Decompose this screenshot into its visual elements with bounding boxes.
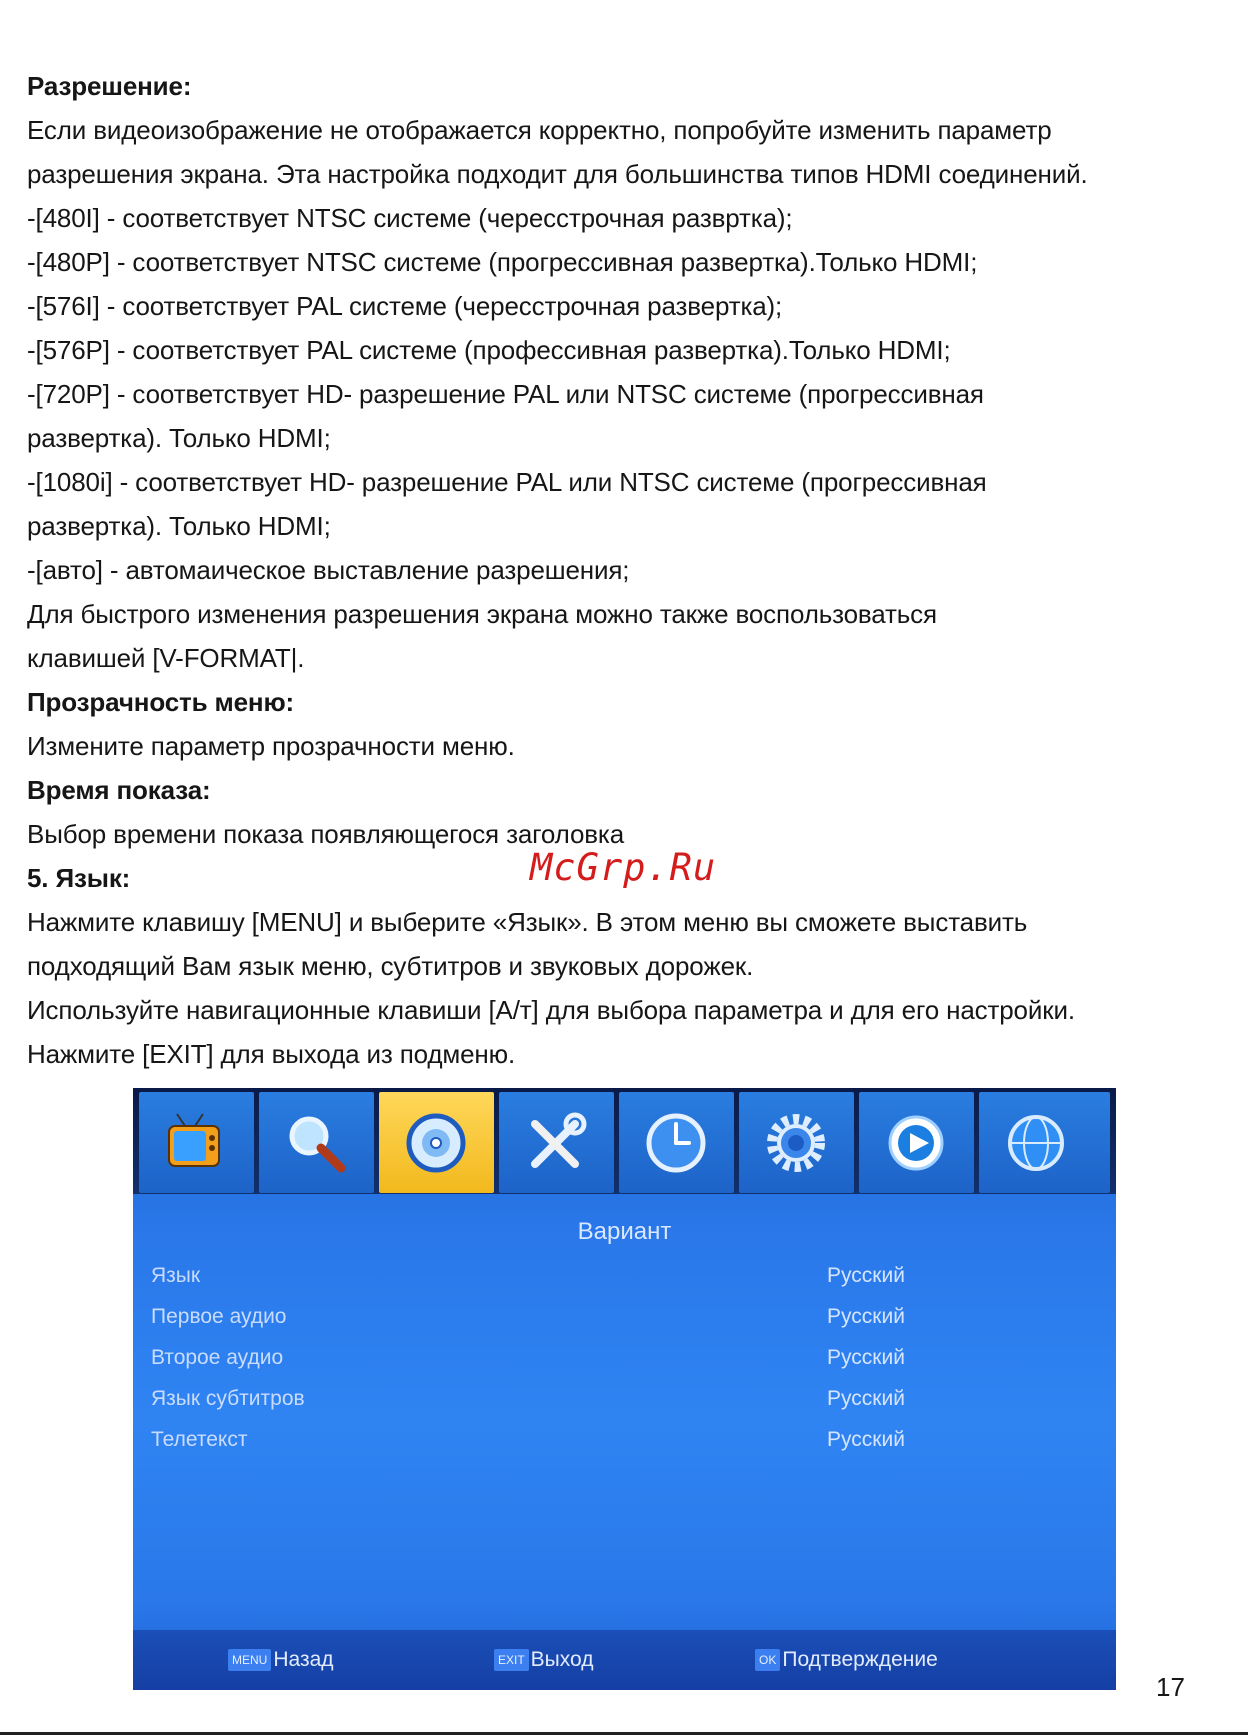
document-body [27, 64, 1242, 1076]
exit-key-badge: EXIT [494, 1649, 529, 1671]
option-label: Язык [151, 1264, 201, 1287]
menu-title: Вариант [577, 1218, 672, 1245]
option-row-second-audio[interactable] [151, 1346, 1091, 1384]
body-text-line: развертка). Только HDMI; [27, 511, 331, 541]
section-heading: Разрешение: [27, 71, 192, 101]
section-heading: 5. Язык: [27, 863, 131, 893]
option-label: Первое аудио [151, 1305, 287, 1328]
body-text-line: Нажмите [EXIT] для выхода из подменю. [27, 1039, 516, 1069]
watermark: McGrp.Ru [530, 846, 717, 889]
tab-option[interactable] [379, 1092, 494, 1193]
body-text-line: -[720P] - соответствует HD- разрешение PAL или NTSC системе (прогрессивная [27, 379, 984, 409]
body-text-line: Если видеоизображение не отображается корректно, попробуйте изменить параметр [27, 115, 1052, 145]
body-text-line: разрешения экрана. Эта настройка подходит для большинства типов HDMI соединений. [27, 159, 1088, 189]
tab-tv[interactable] [139, 1092, 254, 1193]
option-row-first-audio[interactable] [151, 1305, 1091, 1343]
option-row-subtitle-language[interactable] [151, 1387, 1091, 1425]
menu-tab-bar [133, 1088, 1116, 1194]
tab-settings[interactable] [739, 1092, 854, 1193]
menu-screenshot [133, 1088, 1116, 1690]
option-row-language[interactable] [151, 1264, 1091, 1302]
tab-time[interactable] [619, 1092, 734, 1193]
body-text-line: Выбор времени показа появляющегося заголовка [27, 819, 625, 849]
tab-network[interactable] [979, 1092, 1110, 1193]
body-text-line: -[480I] - соответствует NTSC системе (чересстрочная развртка); [27, 203, 793, 233]
body-text-line: развертка). Только HDMI; [27, 423, 331, 453]
footer-back[interactable] [228, 1648, 334, 1674]
tab-search[interactable] [259, 1092, 374, 1193]
option-value: Русский [827, 1428, 905, 1451]
option-row-teletext[interactable] [151, 1428, 1091, 1466]
option-value: Русский [827, 1387, 905, 1410]
body-text-line: Для быстрого изменения разрешения экрана можно также воспользоваться [27, 599, 937, 629]
footer-label: Назад [273, 1648, 334, 1671]
footer-confirm[interactable] [755, 1648, 938, 1674]
body-text-line: Используйте навигационные клавиши [А/т] для выбора параметра и для его настройки. [27, 995, 1075, 1025]
ok-key-badge: OK [755, 1649, 780, 1671]
body-text-line: -[576P] - соответствует PAL системе (профессивная развертка).Только HDMI; [27, 335, 951, 365]
tab-tools[interactable] [499, 1092, 614, 1193]
body-text-line: -[авто] - автомаическое выставление разрешения; [27, 555, 630, 585]
option-value: Русский [827, 1305, 905, 1328]
body-text-line: клавишей [V-FORMAT|. [27, 643, 305, 673]
option-label: Телетекст [151, 1428, 248, 1451]
body-text-line: Нажмите клавишу [MENU] и выберите «Язык». В этом меню вы сможете выставить [27, 907, 1028, 937]
footer-label: Выход [530, 1648, 594, 1671]
page-number: 17 [1156, 1672, 1185, 1702]
menu-footer [133, 1630, 1116, 1690]
menu-key-badge: MENU [228, 1649, 271, 1671]
footer-label: Подтверждение [782, 1648, 938, 1671]
section-heading: Прозрачность меню: [27, 687, 295, 717]
option-value: Русский [827, 1264, 905, 1287]
body-text-line: -[1080i] - соответствует HD- разрешение PAL или NTSC системе (прогрессивная [27, 467, 987, 497]
globe-icon [1001, 1108, 1071, 1178]
body-text-line: -[576I] - соответствует PAL системе (чересстрочная развертка); [27, 291, 783, 321]
body-text-line: -[480P] - соответствует NTSC системе (прогрессивная развертка).Только HDMI; [27, 247, 978, 277]
disc-icon [401, 1108, 471, 1178]
search-icon [281, 1108, 351, 1178]
option-value: Русский [827, 1346, 905, 1369]
media-play-icon [881, 1108, 951, 1178]
tools-icon [521, 1108, 591, 1178]
option-label: Второе аудио [151, 1346, 284, 1369]
section-heading: Время показа: [27, 775, 211, 805]
gear-icon [761, 1108, 831, 1178]
tab-media[interactable] [859, 1092, 974, 1193]
tv-icon [161, 1108, 231, 1178]
body-text-line: подходящий Вам язык меню, субтитров и звуковых дорожек. [27, 951, 754, 981]
clock-icon [641, 1108, 711, 1178]
page-bottom-rule [0, 1732, 1248, 1735]
footer-exit[interactable] [494, 1648, 594, 1674]
option-label: Язык субтитров [151, 1387, 305, 1410]
body-text-line: Измените параметр прозрачности меню. [27, 731, 515, 761]
